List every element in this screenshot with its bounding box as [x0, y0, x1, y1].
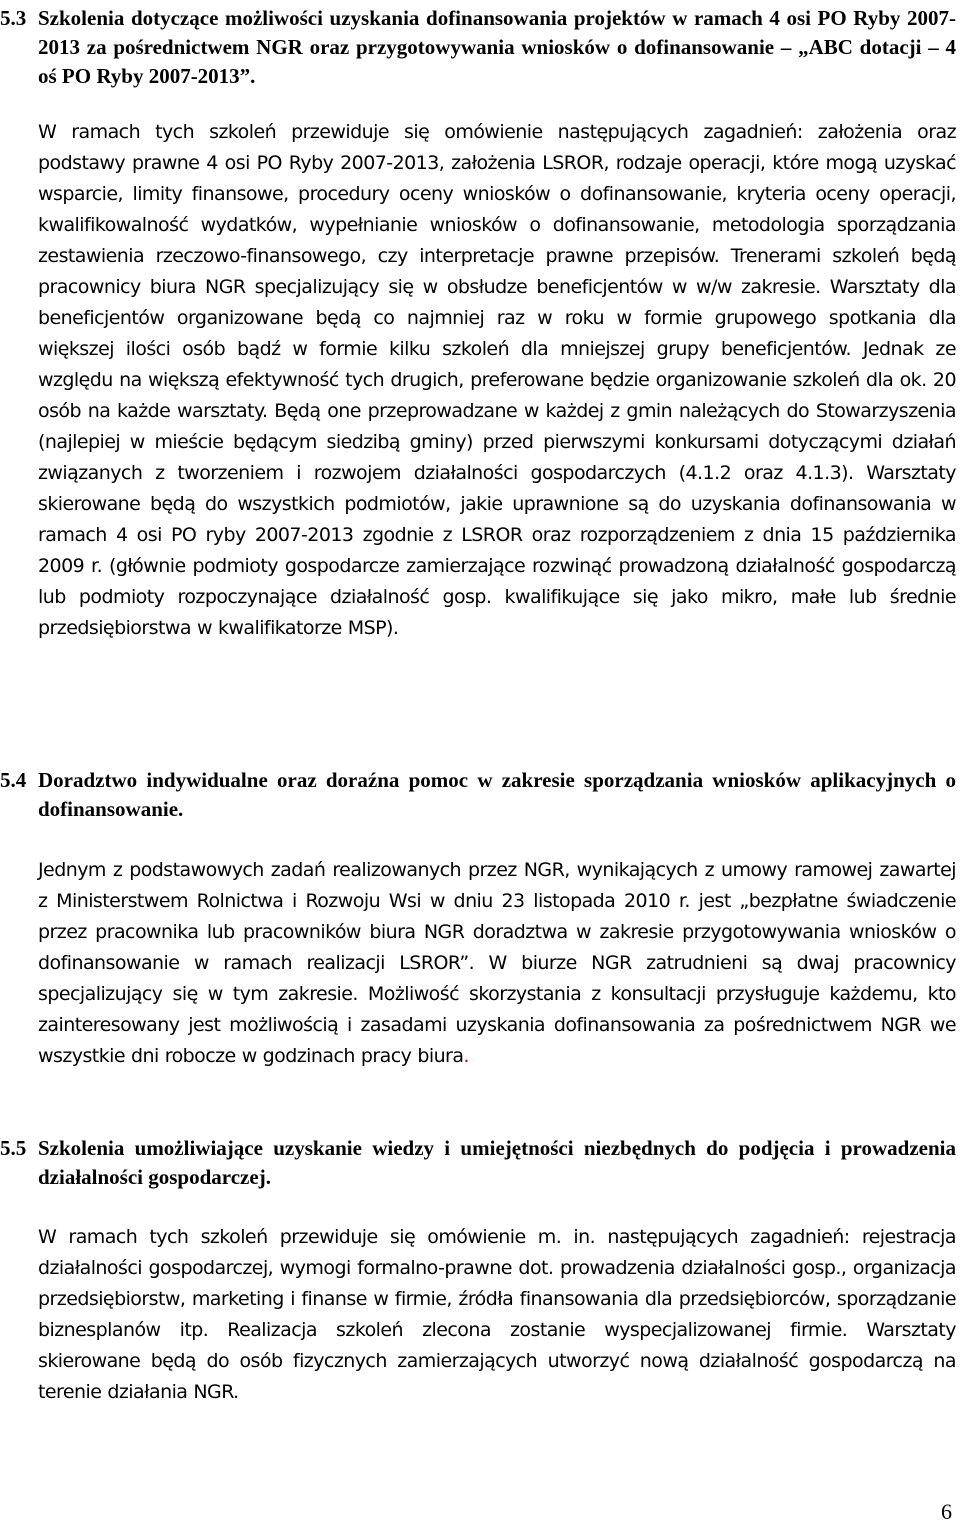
- section-title: Szkolenia umożliwiające uzyskanie wiedzy i umiejętności niezbędnych do podjęcia i prowadzenia działalności gospodarczej.: [38, 1136, 956, 1189]
- section-title: Doradztwo indywidualne oraz doraźna pomoc w zakresie sporządzania wniosków aplikacyjnych o dofinansowanie.: [38, 768, 956, 821]
- section-number: 5.3: [0, 6, 27, 30]
- section-title: Szkolenia dotyczące możliwości uzyskania dofinansowania projektów w ramach 4 osi PO Ryby 2007-2013 za pośrednictwem NGR oraz przygotowywania wniosków o dofinansowanie – „ABC dotacji – 4 oś PO Ryby 2007-2013”.: [38, 6, 956, 88]
- section-paragraph-5-5: W ramach tych szkoleń przewiduje się omówienie m. in. następujących zagadnień: rejestracja działalności gospodarczej, wymogi formalno-prawne dot. prowadzenia działalności gosp., organizacja przedsiębiorstw, marketing i finanse w firmie, źródła finansowania dla przedsiębiorców, sporządzanie biznesplanów itp. Realizacja szkoleń zlecona zostanie wyspecjalizowanej firmie. Warsztaty skierowane będą do osób fizycznych zamierzających utworzyć nową działalność gospodarczą na terenie działania NGR.: [38, 1226, 956, 1403]
- paragraph-end-mark: .: [463, 1045, 469, 1067]
- section-heading-5-3: [0, 4, 956, 91]
- section-number: 5.5: [0, 1136, 27, 1160]
- section-number: 5.4: [0, 768, 27, 792]
- paragraph-text: Jednym z podstawowych zadań realizowanych przez NGR, wynikających z umowy ramowej zawartej z Ministerstwem Rolnictwa i Rozwoju Wsi w dniu 23 listopada 2010 r. jest „bezpłatne świadczenie przez pracownika lub pracowników biura NGR doradztwa w zakresie przygotowywania wniosków o dofinansowanie w ramach realizacji LSROR”. W biurze NGR zatrudnieni są dwaj pracownicy specjalizujący się w tym zakresie. Możliwość skorzystania z konsultacji przysługuje każdemu, kto zainteresowany jest możliwością i zasadami uzyskania dofinansowania za pośrednictwem NGR we wszystkie dni robocze w godzinach pracy biura: [38, 859, 956, 1067]
- section-heading-5-4: [0, 766, 956, 824]
- section-paragraph-5-3: W ramach tych szkoleń przewiduje się omówienie następujących zagadnień: założenia oraz podstawy prawne 4 osi PO Ryby 2007-2013, założenia LSROR, rodzaje operacji, które mogą uzyskać wsparcie, limity finansowe, procedury oceny wniosków o dofinansowanie, kryteria oceny operacji, kwalifikowalność wydatków, wypełnianie wniosków o dofinansowanie, metodologia sporządzania zestawienia rzeczowo-finansowego, czy interpretacje prawne przepisów. Trenerami szkoleń będą pracownicy biura NGR specjalizujący się w obsłudze beneficjentów w w/w zakresie. Warsztaty dla beneficjentów organizowane będą co najmniej raz w roku w formie grupowego spotkania dla większej ilości osób bądź w formie kilku szkoleń dla mniejszej grupy beneficjentów. Jednak ze względu na większą efektywność tych drugich, preferowane będzie organizowanie szkoleń dla ok. 20 osób na każde warsztaty. Będą one przeprowadzane w każdej z gmin należących do Stowarzyszenia (najlepiej w mieście będącym siedzibą gminy) przed pierwszymi konkursami dotyczącymi działań związanych z tworzeniem i rozwojem działalności gospodarczych (4.1.2 oraz 4.1.3). Warsztaty skierowane będą do wszystkich podmiotów, jakie uprawnione są do uzyskania dofinansowania w ramach 4 osi PO ryby 2007-2013 zgodnie z LSROR oraz rozporządzeniem z dnia 15 października 2009 r. (głównie podmioty gospodarcze zamierzające rozwinąć prowadzoną działalność gospodarczą lub podmioty rozpoczynające działalność gosp. kwalifikujące się jako mikro, małe lub średnie przedsiębiorstwa w kwalifikatorze MSP).: [38, 121, 956, 639]
- page-number: 6: [941, 1499, 952, 1524]
- section-paragraph-5-4: [38, 855, 956, 1072]
- section-heading-5-5: [0, 1134, 956, 1192]
